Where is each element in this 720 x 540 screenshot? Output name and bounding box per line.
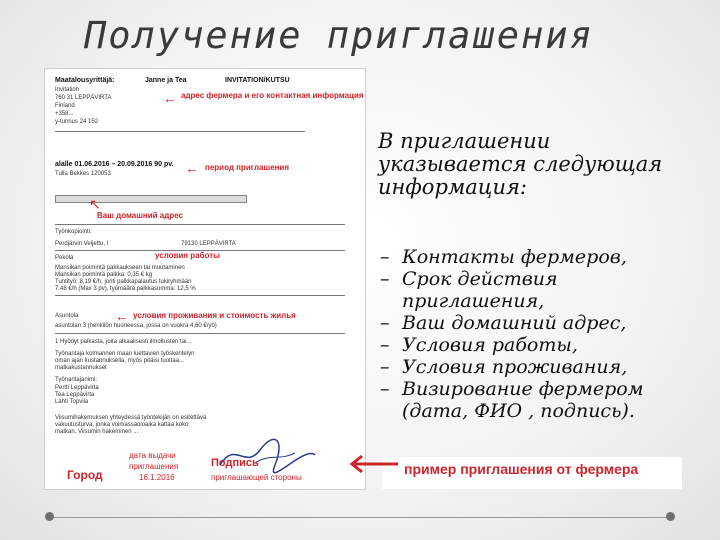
left-arrow-icon [348, 454, 400, 474]
doc-work-label: Pekola [55, 255, 74, 261]
note-city: Город [67, 468, 103, 482]
left-arrow-icon: ← [185, 160, 199, 176]
list-item: – Визирование фермером (дата, ФИО , подпись). [380, 378, 690, 422]
list-item: – Условия проживания, [380, 356, 690, 378]
doc-addr-line: y-tunnus 24 152 [55, 119, 99, 125]
doc-job-label: Työnkopiointi: [55, 229, 92, 235]
doc-signer-label: Työnantajanimi: [55, 377, 98, 383]
note-issue-date-label: дата выдачи [129, 451, 176, 460]
example-caption: пример приглашения от фермера [404, 461, 639, 477]
doc-addr-line: 760 31 LEPPÄVIRTA [55, 95, 112, 101]
doc-header-mid: Janne ja Tea [145, 77, 187, 84]
bullet-dot [45, 512, 54, 521]
bullet-dot [666, 512, 675, 521]
highlight-box [55, 195, 247, 203]
doc-housing-line: asuntolan 3 (henkilön huoneessa, jossa on vuokra 4,60 €/yö) [55, 323, 217, 329]
doc-salary-line: Mansikan poimintä pakkaukseen tai muutaminen [55, 265, 185, 271]
doc-farm-code: 79130 LEPPÄVIRTA [181, 241, 236, 247]
doc-other-line: 1 Hyödyt palkasta, joita alkaalisesti ilmoitusten tai... [55, 339, 192, 345]
doc-other-line: matkakustannukset [55, 365, 107, 371]
left-arrow-icon: ← [115, 308, 129, 324]
up-left-arrow-icon: ↖ [89, 196, 101, 212]
divider [55, 224, 345, 225]
doc-salary-line: Tuntityö: 8,19 €/h, joriti palkkapalautus tukiryhmään [55, 279, 192, 285]
doc-signer-name: Lahti Topvila [55, 399, 89, 405]
note-housing: условия проживания и стоимость жилья [133, 311, 296, 320]
doc-addr-line: Invitation [55, 87, 80, 93]
doc-period-line: alalle 01.06.2016 – 20.09.2016 90 pv. [55, 161, 174, 168]
doc-signer-name: Pertti Leppävirta [55, 385, 99, 391]
note-signature-sub: приглашающей стороны [211, 473, 302, 482]
note-work-conditions: условия работы [155, 251, 221, 260]
doc-other-line: oman ajan kustannuksella, myös pitäisi tuottaa... [55, 358, 185, 364]
note-issue-date-value: 16.1.2016 [139, 473, 175, 482]
list-item: – Срок действия приглашения, [380, 268, 690, 312]
doc-header-left: Maatalousyrittäjä: [55, 77, 115, 84]
list-item: – Условия работы, [380, 334, 690, 356]
bottom-divider [52, 517, 669, 518]
note-signature: Подпись [211, 457, 259, 469]
info-list [380, 246, 690, 422]
doc-farm-line: Perdjärvin Veijettu, I [55, 241, 109, 247]
doc-header-right: INVITATION/KUTSU [225, 77, 290, 84]
left-arrow-icon: ← [163, 90, 177, 106]
doc-addr-line: Finland [55, 103, 75, 109]
divider [55, 333, 345, 334]
note-invite-period: период приглашения [205, 163, 290, 172]
doc-footer-line: Viisumihakemuksen yhteydessä työntekijän on esitettävä [55, 415, 207, 421]
invitation-document-image [44, 68, 366, 490]
intro-text: В приглашении указывается следующая информация: [378, 129, 663, 199]
slide-title: Получение приглашения [84, 14, 594, 57]
note-home-address: Ваш домашний адрес [97, 211, 184, 220]
list-item: – Ваш домашний адрес, [380, 312, 690, 334]
doc-salary-line: Mansikan poimintä palkka: 0,35 € kg [55, 272, 153, 278]
doc-addr-line: +358... [55, 111, 74, 117]
divider [55, 131, 305, 132]
signature-scribble [215, 435, 325, 475]
doc-footer-line: matkan. Viisumin hakeminen ... [55, 429, 139, 435]
doc-period-sub: Tulla Bekkes 120053 [55, 171, 111, 177]
doc-housing-label: Asuntola [55, 313, 79, 319]
note-farmer-address: адрес фермера и его контактная информация [181, 91, 364, 100]
divider [55, 295, 345, 296]
doc-other-line: Työnantaja kolmannen maan luettavien työskentelyn [55, 351, 195, 357]
list-item: – Контакты фермеров, [380, 246, 690, 268]
note-issue-date-label2: приглашения [129, 462, 179, 471]
doc-signer-name: Tea Leppävirta [55, 392, 95, 398]
doc-footer-line: vakuutusturva, jonka voimassaoloaika kattaa koko [55, 422, 189, 428]
doc-salary-line: 7.48 €/h (Max 3 pv), työmäärä palkkasumma: 12,5 % [55, 286, 196, 292]
